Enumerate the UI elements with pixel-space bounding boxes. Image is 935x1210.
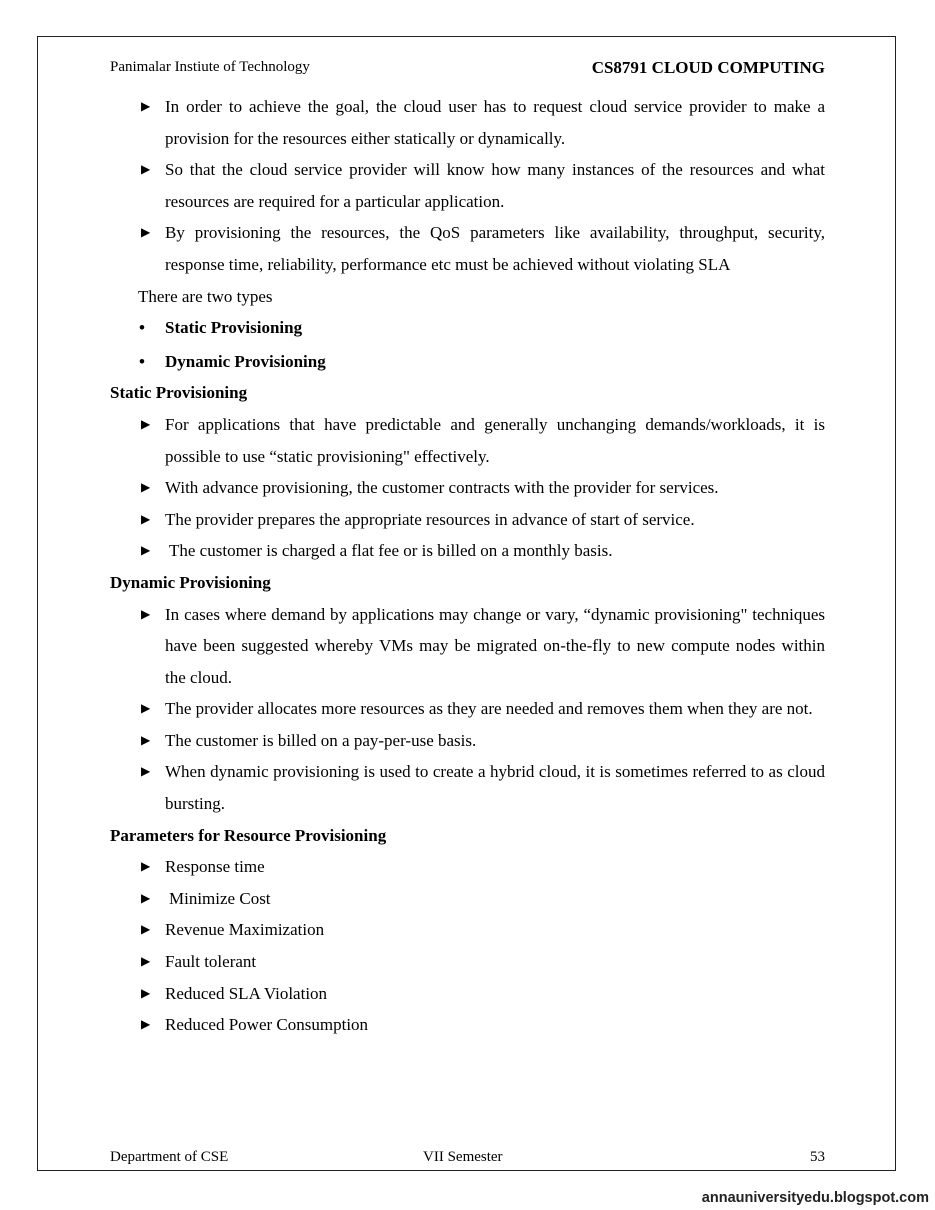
- bullet-item: [110, 851, 825, 883]
- type-list-item: [110, 312, 825, 344]
- bullet-item: [110, 535, 825, 567]
- bullet-text: The customer is charged a flat fee or is billed on a monthly basis.: [169, 541, 613, 561]
- right-triangle-icon: ▶: [141, 511, 151, 526]
- bullet-text: Reduced Power Consumption: [165, 1015, 369, 1035]
- section-heading-parameters: Parameters for Resource Provisioning: [110, 825, 387, 845]
- bullet-text: Revenue Maximization: [165, 920, 325, 940]
- right-triangle-icon: ▶: [141, 606, 151, 621]
- right-triangle-icon: ▶: [141, 985, 151, 1000]
- bullet-text: The provider prepares the appropriate resources in advance of start of service.: [165, 509, 695, 529]
- bullet-item: [110, 756, 825, 819]
- bullet-text: When dynamic provisioning is used to create a hybrid cloud, it is sometimes referred to as cloud bursting.: [165, 762, 825, 814]
- bullet-item: [110, 599, 825, 694]
- type-label: Dynamic Provisioning: [165, 351, 326, 371]
- right-triangle-icon: ▶: [141, 416, 151, 431]
- bullet-text: In cases where demand by applications may change or vary, “dynamic provisioning" techniques have been suggested whereby VMs may be migrated on-the-fly to new compute nodes within the cloud.: [165, 604, 825, 687]
- bullet-text: With advance provisioning, the customer contracts with the provider for services.: [165, 478, 719, 498]
- bullet-text: Reduced SLA Violation: [165, 983, 328, 1003]
- source-watermark: annauniversityedu.blogspot.com: [701, 1190, 929, 1206]
- bullet-text: Fault tolerant: [165, 952, 257, 972]
- type-label: Static Provisioning: [165, 318, 303, 338]
- right-triangle-icon: ▶: [141, 543, 151, 558]
- right-triangle-icon: ▶: [141, 225, 151, 240]
- footer-semester: VII Semester: [423, 1149, 503, 1165]
- right-triangle-icon: ▶: [141, 859, 151, 874]
- bullet-text: In order to achieve the goal, the cloud user has to request cloud service provider to make a provision for the resources either statically or dynamically.: [165, 97, 825, 148]
- bullet-item: [110, 1009, 825, 1041]
- bullet-item: [110, 693, 825, 725]
- bullet-item: [110, 504, 825, 536]
- right-triangle-icon: ▶: [141, 701, 151, 716]
- bullet-item: [110, 725, 825, 757]
- bullet-item: [110, 409, 825, 472]
- bullet-text: For applications that have predictable and generally unchanging demands/workloads, it is possible to use “static provisioning" effectively.: [165, 414, 825, 466]
- right-triangle-icon: ▶: [141, 1017, 151, 1032]
- right-triangle-icon: ▶: [141, 890, 151, 905]
- section-heading-dynamic: Dynamic Provisioning: [110, 572, 271, 592]
- right-triangle-icon: ▶: [141, 162, 151, 177]
- bullet-text: Response time: [165, 857, 265, 877]
- bullet-item: [110, 883, 825, 915]
- right-triangle-icon: ▶: [141, 922, 151, 937]
- right-triangle-icon: ▶: [141, 480, 151, 495]
- right-triangle-icon: ▶: [141, 764, 151, 779]
- right-triangle-icon: ▶: [141, 99, 151, 113]
- bullet-item: [110, 217, 825, 280]
- bullet-item: [110, 472, 825, 504]
- type-list-item: [110, 346, 825, 378]
- bullet-item: [110, 154, 825, 217]
- types-intro: There are two types: [138, 286, 273, 306]
- page-body: [110, 91, 825, 1041]
- bullet-text: The customer is billed on a pay-per-use basis.: [165, 730, 477, 750]
- bullet-item: [110, 914, 825, 946]
- bullet-item: [110, 946, 825, 978]
- section-heading-static: Static Provisioning: [110, 383, 248, 403]
- bullet-text: By provisioning the resources, the QoS parameters like availability, throughput, security, response time, reliability, performance etc must be achieved without violating SLA: [165, 223, 825, 274]
- bullet-dot-icon: •: [139, 351, 145, 371]
- bullet-item: [110, 978, 825, 1010]
- bullet-text: Minimize Cost: [169, 888, 271, 908]
- bullet-dot-icon: •: [139, 318, 145, 338]
- bullet-item: [110, 91, 825, 154]
- bullet-text: The provider allocates more resources as they are needed and removes them when they are not.: [165, 699, 813, 719]
- right-triangle-icon: ▶: [141, 732, 151, 747]
- right-triangle-icon: ▶: [141, 954, 151, 969]
- header-institute: Panimalar Instiute of Technology: [110, 59, 310, 75]
- header-course-title: CS8791 CLOUD COMPUTING: [591, 58, 825, 77]
- footer-department: Department of CSE: [110, 1149, 229, 1165]
- footer-page-number: 53: [810, 1149, 825, 1165]
- bullet-text: So that the cloud service provider will know how many instances of the resources and what resources are required for a particular application.: [165, 160, 825, 211]
